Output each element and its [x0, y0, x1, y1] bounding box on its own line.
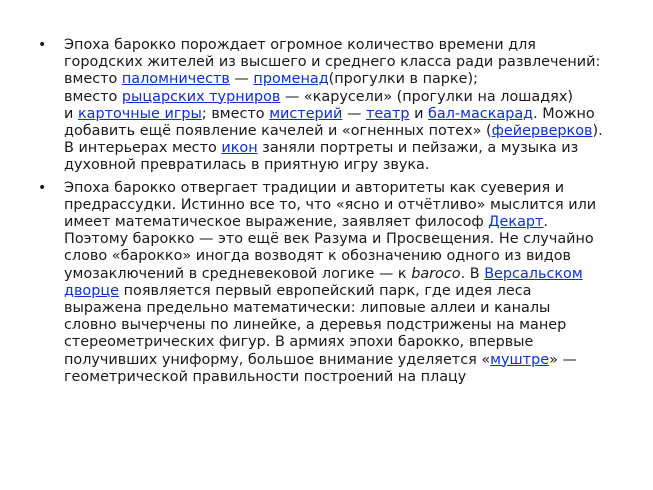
- hyperlink[interactable]: Версальском дворце: [64, 265, 583, 299]
- hyperlink[interactable]: Декарт: [488, 214, 544, 231]
- text-segment: —: [342, 105, 366, 122]
- text-segment: появляется первый европейский парк, где идея леса выражена предельно математически: липовые аллеи и каналы словно вычерчены по линейке, а деревья подстрижены на манер стереометрических фигур. В армиях эпохи барокко, впервые получивших униформу, большое внимание уделяется «: [64, 282, 567, 368]
- italic-term: baroco: [411, 265, 461, 282]
- hyperlink[interactable]: муштре: [490, 351, 550, 368]
- hyperlink[interactable]: карточные игры: [77, 105, 202, 122]
- text-segment: Эпоха барокко отвергает традиции и авторитеты как суеверия и предрассудки. Истинно все то, что «ясно и отчётливо» мыслится или имеет математическое выражение, заявляет философ: [64, 179, 597, 231]
- text-segment: . Можно добавить ещё появление качелей и «огненных потех» (: [64, 105, 595, 140]
- bullet-text: [64, 37, 603, 173]
- text-segment: . В: [460, 265, 485, 282]
- text-segment: вместо: [64, 88, 122, 105]
- hyperlink[interactable]: паломничеств: [121, 71, 230, 88]
- hyperlink[interactable]: рыцарских турниров: [121, 88, 281, 105]
- bullet-icon: •: [38, 37, 47, 53]
- text-segment: Эпоха барокко порождает огромное количество времени для городских жителей из высшего и среднего класса ради развлечений: вместо: [64, 37, 601, 88]
- hyperlink[interactable]: фейерверков: [491, 123, 593, 140]
- bullet-icon: •: [38, 179, 47, 196]
- bullet-text: [64, 180, 596, 385]
- hyperlink[interactable]: мистерий: [269, 105, 343, 122]
- text-segment: —: [229, 71, 254, 88]
- hyperlink[interactable]: театр: [365, 105, 410, 122]
- text-segment: заняли портреты и пейзажи, а музыка из духовной превратилась в приятную игру звука.: [64, 140, 579, 174]
- text-segment: ; вместо: [201, 105, 270, 122]
- bullet-item: [38, 37, 603, 175]
- bullet-list: [38, 37, 603, 391]
- text-segment: (прогулки в парке);: [328, 71, 478, 88]
- text-segment: и: [64, 105, 78, 122]
- hyperlink[interactable]: икон: [221, 140, 258, 157]
- text-segment: » — геометрической правильности построений на плацу: [64, 351, 577, 385]
- hyperlink[interactable]: променад: [253, 71, 329, 88]
- text-segment: и: [409, 105, 429, 122]
- text-segment: . Поэтому барокко — это ещё век Разума и Просвещения. Не случайно слово «барокко» иногда возводят к обозначению одного из видов умозаключений в средневековой логике — к: [64, 214, 594, 282]
- hyperlink[interactable]: бал-маскарад: [428, 105, 534, 122]
- text-segment: — «карусели» (прогулки на лошадях): [280, 88, 573, 105]
- text-segment: ). В интерьерах место: [64, 123, 603, 157]
- bullet-item: [38, 180, 603, 386]
